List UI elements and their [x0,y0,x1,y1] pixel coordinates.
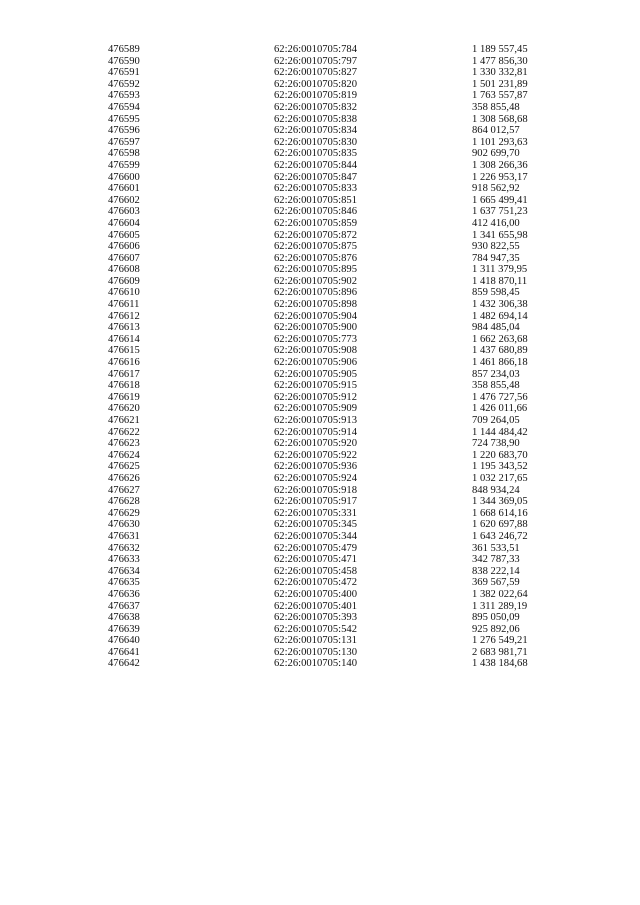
table-row [108,554,538,566]
cadastral-number: 62:26:0010705:773 [274,333,357,345]
cadastral-number: 62:26:0010705:331 [274,507,357,519]
cadastral-value-table [108,44,538,670]
cadastral-number: 62:26:0010705:797 [274,55,357,67]
cadastral-value: 1 620 697,88 [472,519,528,531]
table-row [108,218,538,230]
row-id: 476599 [108,159,140,171]
cadastral-value: 1 763 557,87 [472,90,528,102]
cadastral-number: 62:26:0010705:542 [274,623,357,635]
cadastral-number: 62:26:0010705:906 [274,357,357,369]
table-row [108,369,538,381]
table-row [108,531,538,543]
cadastral-number: 62:26:0010705:140 [274,658,357,670]
table-row [108,241,538,253]
row-id: 476616 [108,357,140,369]
row-id: 476611 [108,299,140,311]
cadastral-number: 62:26:0010705:479 [274,542,357,554]
cadastral-value: 1 220 683,70 [472,449,528,461]
row-id: 476596 [108,125,140,137]
table-row [108,543,538,555]
row-id: 476613 [108,322,140,334]
table-row [108,322,538,334]
cadastral-number: 62:26:0010705:905 [274,368,357,380]
cadastral-number: 62:26:0010705:875 [274,241,357,253]
row-id: 476602 [108,194,140,206]
cadastral-number: 62:26:0010705:898 [274,299,357,311]
table-row [108,334,538,346]
row-id: 476634 [108,565,140,577]
table-row [108,345,538,357]
cadastral-number: 62:26:0010705:458 [274,565,357,577]
cadastral-value: 1 189 557,45 [472,44,528,55]
table-row [108,160,538,172]
row-id: 476590 [108,55,140,67]
cadastral-number: 62:26:0010705:471 [274,554,357,566]
table-row [108,67,538,79]
row-id: 476593 [108,90,140,102]
cadastral-value: 1 477 856,30 [472,55,528,67]
table-row [108,496,538,508]
row-id: 476607 [108,252,140,264]
cadastral-number: 62:26:0010705:345 [274,519,357,531]
row-id: 476605 [108,229,140,241]
table-row [108,601,538,613]
table-row [108,508,538,520]
row-id: 476636 [108,588,140,600]
cadastral-value: 864 012,57 [472,125,520,137]
cadastral-value: 930 822,55 [472,241,520,253]
cadastral-value: 1 330 332,81 [472,67,528,79]
cadastral-value: 1 344 369,05 [472,496,528,508]
table-row [108,577,538,589]
cadastral-value: 1 432 306,38 [472,299,528,311]
cadastral-number: 62:26:0010705:833 [274,183,357,195]
cadastral-value: 1 195 343,52 [472,461,528,473]
cadastral-number: 62:26:0010705:827 [274,67,357,79]
row-id: 476618 [108,380,140,392]
table-row [108,44,538,56]
row-id: 476633 [108,554,140,566]
row-id: 476603 [108,206,140,218]
row-id: 476592 [108,78,140,90]
cadastral-number: 62:26:0010705:909 [274,403,357,415]
cadastral-value: 412 416,00 [472,217,520,229]
cadastral-value: 1 476 727,56 [472,391,528,403]
cadastral-value: 1 341 655,98 [472,229,528,241]
cadastral-number: 62:26:0010705:130 [274,646,357,658]
table-row [108,172,538,184]
row-id: 476626 [108,472,140,484]
cadastral-value: 2 683 981,71 [472,646,528,658]
cadastral-number: 62:26:0010705:914 [274,426,357,438]
row-id: 476619 [108,391,140,403]
cadastral-value: 1 637 751,23 [472,206,528,218]
cadastral-value: 1 276 549,21 [472,635,528,647]
table-row [108,566,538,578]
table-row [108,102,538,114]
cadastral-number: 62:26:0010705:904 [274,310,357,322]
cadastral-number: 62:26:0010705:872 [274,229,357,241]
cadastral-value: 1 311 379,95 [472,264,528,276]
cadastral-value: 848 934,24 [472,484,520,496]
table-row [108,276,538,288]
cadastral-number: 62:26:0010705:851 [274,194,357,206]
cadastral-value: 1 032 217,65 [472,472,528,484]
table-row [108,114,538,126]
table-row [108,311,538,323]
row-id: 476609 [108,275,140,287]
cadastral-number: 62:26:0010705:876 [274,252,357,264]
row-id: 476608 [108,264,140,276]
cadastral-number: 62:26:0010705:131 [274,635,357,647]
cadastral-value: 859 598,45 [472,287,520,299]
cadastral-number: 62:26:0010705:913 [274,415,357,426]
table-row [108,264,538,276]
row-id: 476630 [108,519,140,531]
row-id: 476617 [108,368,140,380]
cadastral-value: 1 662 263,68 [472,333,528,345]
cadastral-number: 62:26:0010705:784 [274,44,357,55]
row-id: 476638 [108,612,140,624]
cadastral-number: 62:26:0010705:917 [274,496,357,508]
cadastral-value: 1 382 022,64 [472,588,528,600]
cadastral-number: 62:26:0010705:832 [274,101,357,113]
cadastral-value: 724 738,90 [472,438,520,450]
row-id: 476615 [108,345,140,357]
cadastral-value: 1 482 694,14 [472,310,528,322]
table-row [108,450,538,462]
cadastral-number: 62:26:0010705:344 [274,530,357,542]
cadastral-number: 62:26:0010705:838 [274,113,357,125]
table-row [108,287,538,299]
cadastral-value: 358 855,48 [472,380,520,392]
row-id: 476622 [108,426,140,438]
cadastral-number: 62:26:0010705:819 [274,90,357,102]
cadastral-value: 361 533,51 [472,542,520,554]
cadastral-value: 838 222,14 [472,565,520,577]
table-row [108,427,538,439]
cadastral-number: 62:26:0010705:912 [274,391,357,403]
cadastral-value: 1 101 293,63 [472,136,528,148]
cadastral-value: 857 234,03 [472,368,520,380]
table-row [108,473,538,485]
row-id: 476624 [108,449,140,461]
cadastral-value: 1 426 011,66 [472,403,528,415]
cadastral-number: 62:26:0010705:908 [274,345,357,357]
table-row [108,519,538,531]
cadastral-number: 62:26:0010705:847 [274,171,357,183]
row-id: 476595 [108,113,140,125]
table-row [108,206,538,218]
row-id: 476641 [108,646,140,658]
table-row [108,485,538,497]
cadastral-value: 1 665 499,41 [472,194,528,206]
table-row [108,230,538,242]
row-id: 476637 [108,600,140,612]
cadastral-value: 1 226 953,17 [472,171,528,183]
cadastral-number: 62:26:0010705:918 [274,484,357,496]
cadastral-value: 1 501 231,89 [472,78,528,90]
row-id: 476598 [108,148,140,160]
cadastral-number: 62:26:0010705:915 [274,380,357,392]
row-id: 476629 [108,507,140,519]
cadastral-value: 1 144 484,42 [472,426,528,438]
row-id: 476610 [108,287,140,299]
row-id: 476614 [108,333,140,345]
cadastral-number: 62:26:0010705:924 [274,472,357,484]
table-row [108,357,538,369]
cadastral-value: 1 311 289,19 [472,600,528,612]
row-id: 476604 [108,217,140,229]
table-row [108,148,538,160]
table-row [108,56,538,68]
row-id: 476601 [108,183,140,195]
cadastral-number: 62:26:0010705:895 [274,264,357,276]
cadastral-value: 925 892,06 [472,623,520,635]
cadastral-number: 62:26:0010705:900 [274,322,357,334]
row-id: 476628 [108,496,140,508]
row-id: 476600 [108,171,140,183]
table-row [108,647,538,659]
table-row [108,658,538,670]
cadastral-value: 1 461 866,18 [472,357,528,369]
row-id: 476620 [108,403,140,415]
cadastral-value: 984 485,04 [472,322,520,334]
cadastral-value: 895 050,09 [472,612,520,624]
table-row [108,624,538,636]
cadastral-value: 369 567,59 [472,577,520,589]
table-row [108,461,538,473]
row-id: 476627 [108,484,140,496]
table-row [108,380,538,392]
cadastral-number: 62:26:0010705:922 [274,449,357,461]
table-row [108,125,538,137]
table-row [108,403,538,415]
cadastral-number: 62:26:0010705:846 [274,206,357,218]
cadastral-value: 918 562,92 [472,183,520,195]
table-row [108,392,538,404]
row-id: 476621 [108,415,140,426]
cadastral-value: 1 668 614,16 [472,507,528,519]
cadastral-number: 62:26:0010705:830 [274,136,357,148]
cadastral-value: 1 437 680,89 [472,345,528,357]
cadastral-number: 62:26:0010705:844 [274,159,357,171]
cadastral-value: 1 438 184,68 [472,658,528,670]
row-id: 476597 [108,136,140,148]
cadastral-value: 784 947,35 [472,252,520,264]
table-row [108,415,538,427]
cadastral-number: 62:26:0010705:835 [274,148,357,160]
cadastral-number: 62:26:0010705:936 [274,461,357,473]
cadastral-value: 358 855,48 [472,101,520,113]
row-id: 476594 [108,101,140,113]
row-id: 476635 [108,577,140,589]
row-id: 476642 [108,658,140,670]
row-id: 476606 [108,241,140,253]
table-row [108,612,538,624]
cadastral-number: 62:26:0010705:401 [274,600,357,612]
row-id: 476589 [108,44,140,55]
row-id: 476639 [108,623,140,635]
table-row [108,183,538,195]
row-id: 476640 [108,635,140,647]
table-row [108,635,538,647]
row-id: 476623 [108,438,140,450]
cadastral-number: 62:26:0010705:920 [274,438,357,450]
row-id: 476591 [108,67,140,79]
cadastral-value: 1 308 266,36 [472,159,528,171]
table-row [108,253,538,265]
table-row [108,137,538,149]
row-id: 476612 [108,310,140,322]
cadastral-number: 62:26:0010705:834 [274,125,357,137]
table-row [108,79,538,91]
cadastral-number: 62:26:0010705:393 [274,612,357,624]
cadastral-number: 62:26:0010705:859 [274,217,357,229]
cadastral-value: 342 787,33 [472,554,520,566]
cadastral-number: 62:26:0010705:896 [274,287,357,299]
table-row [108,299,538,311]
table-row [108,589,538,601]
cadastral-value: 1 308 568,68 [472,113,528,125]
row-id: 476631 [108,530,140,542]
table-row [108,195,538,207]
cadastral-value: 1 643 246,72 [472,530,528,542]
cadastral-value: 1 418 870,11 [472,275,528,287]
cadastral-number: 62:26:0010705:400 [274,588,357,600]
table-row [108,438,538,450]
cadastral-value: 709 264,05 [472,415,520,426]
cadastral-number: 62:26:0010705:472 [274,577,357,589]
cadastral-value: 902 699,70 [472,148,520,160]
cadastral-number: 62:26:0010705:902 [274,275,357,287]
table-row [108,90,538,102]
row-id: 476625 [108,461,140,473]
cadastral-number: 62:26:0010705:820 [274,78,357,90]
row-id: 476632 [108,542,140,554]
